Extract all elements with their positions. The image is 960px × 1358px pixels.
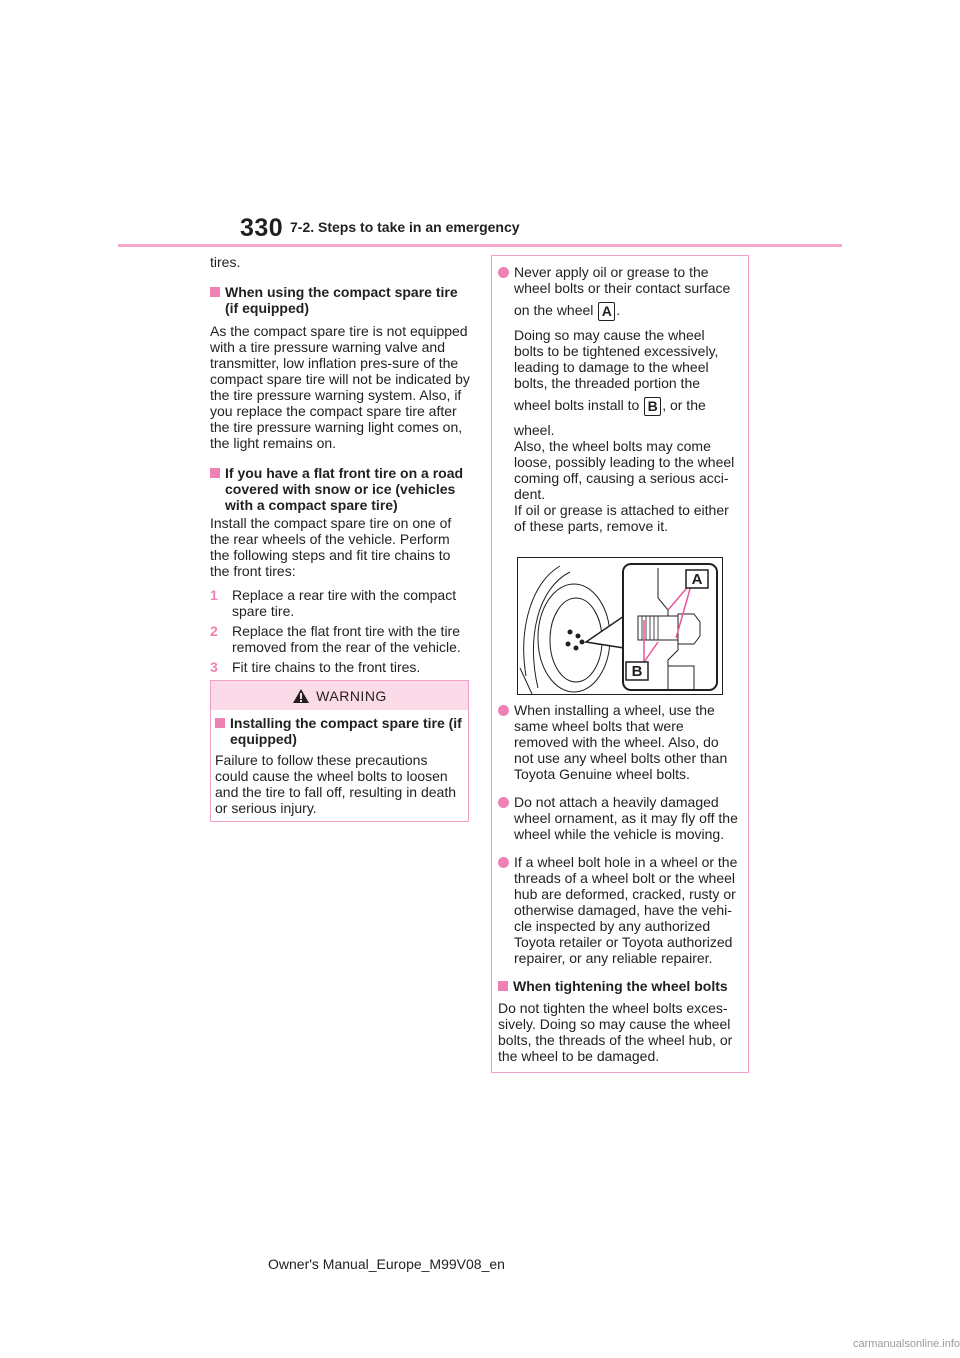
watermark: carmanualsonline.info	[852, 1338, 960, 1350]
round-bullet-icon	[498, 857, 509, 868]
step-item: 1 Replace a rear tire with the compact spare tire.	[210, 587, 457, 619]
round-bullet-icon	[498, 267, 509, 278]
round-bullet-icon	[498, 705, 509, 716]
continued-text: tires.	[210, 254, 241, 270]
paragraph-tightening: Do not tighten the wheel bolts exces-sively. Doing so may cause the wheel bolts, the threads of the wheel hub, or the wheel to be damaged.	[498, 1000, 733, 1064]
bullet-same-bolts: When installing a wheel, use the same wheel bolts that were removed with the wheel. Also, do not use any wheel bolts other than Toyota Genuine wheel bolts.	[498, 702, 738, 782]
warning-header	[211, 681, 468, 710]
warning-title: WARNING	[316, 687, 387, 704]
square-bullet-icon	[498, 981, 508, 991]
round-bullet-icon	[498, 797, 509, 808]
wheel-bolt-diagram	[518, 558, 722, 694]
warning-body	[211, 710, 468, 816]
heading-flat-front-tire: If you have a flat front tire on a road covered with snow or ice (vehicles with a compact spare tire)	[210, 465, 472, 513]
step-item: 3 Fit tire chains to the front tires.	[210, 659, 421, 675]
section-title: 7-2. Steps to take in an emergency	[290, 219, 520, 235]
heading-compact-spare: When using the compact spare tire (if equipped)	[210, 284, 472, 316]
page-number: 330	[240, 214, 284, 242]
left-column	[210, 254, 472, 675]
warning-triangle-icon	[292, 688, 310, 704]
footer-text: Owner's Manual_Europe_M99V08_en	[268, 1256, 505, 1272]
header-rule	[118, 244, 842, 247]
step-item: 2 Replace the flat front tire with the tire removed from the rear of the vehicle.	[210, 623, 461, 655]
bullet-oil-grease: Never apply oil or grease to the wheel bolts or their contact surface on the wheel A . Doing so may cause the wheel bolts to be tightened excessively, leading to damage to the wheel bolts, the threaded portion the wheel bolts install to B , or the wheel. Also, the wheel bolts may come loose, possibly leading to the wheel coming off, causing a serious acci-dent. If oil or grease is attached to either of these parts, remove it.	[498, 264, 738, 534]
paragraph-flat-front-tire: Install the compact spare tire on one of the rear wheels of the vehicle. Perform the following steps and fit tire chains to the front tires:	[210, 515, 452, 579]
label-b-box: B	[644, 397, 661, 416]
heading-tightening: When tightening the wheel bolts	[498, 978, 738, 994]
label-a-box: A	[598, 302, 615, 321]
warning-box	[210, 680, 469, 822]
square-bullet-icon	[210, 468, 220, 478]
square-bullet-icon	[210, 287, 220, 297]
bullet-damaged-threads: If a wheel bolt hole in a wheel or the threads of a wheel bolt or the wheel hub are deformed, cracked, rusty or otherwise damaged, have the vehi-cle inspected by any authorized Toyota retailer or Toyota authorized repairer, or any reliable repairer.	[498, 854, 738, 966]
paragraph-compact-spare: As the compact spare tire is not equipped with a tire pressure warning valve and transmitter, low inflation pres-sure of the compact spare tire will not be indicated by the tire pressure warning system. Also, if you replace the compact spare tire after the tire pressure warning light comes on, the light remains on.	[210, 323, 470, 451]
square-bullet-icon	[215, 718, 225, 728]
warning-heading: Installing the compact spare tire (if equipped)	[215, 715, 462, 747]
wheel-bolt-illustration	[517, 557, 723, 695]
bullet-wheel-ornament: Do not attach a heavily damaged wheel ornament, as it may fly off the wheel while the vehicle is moving.	[498, 794, 738, 842]
figure-label-b: B	[631, 663, 643, 680]
figure-label-a: A	[691, 571, 703, 588]
warning-paragraph: Failure to follow these precautions could cause the wheel bolts to loosen and the tire to fall off, resulting in death or serious injury.	[215, 752, 457, 816]
